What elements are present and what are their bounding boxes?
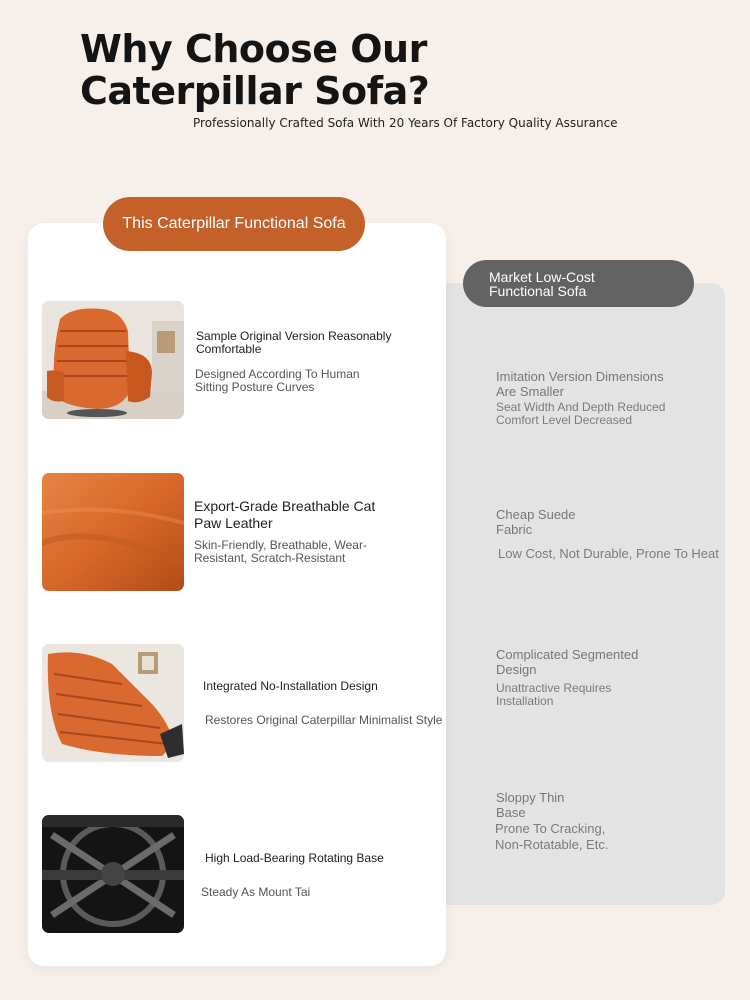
feature-desc: Steady As Mount Tai xyxy=(201,885,311,899)
reclining-sofa-photo xyxy=(42,644,184,762)
feature-title: Integrated No-Installation Design xyxy=(203,679,378,693)
market-badge-label: Market Low-Cost Functional Sofa xyxy=(489,269,595,299)
market-item-title: Cheap Suede Fabric xyxy=(496,507,576,537)
market-item-title: Sloppy Thin Base xyxy=(496,790,565,820)
market-item-desc: Unattractive Requires Installation xyxy=(496,681,612,708)
feature-desc: Restores Original Caterpillar Minimalist Style xyxy=(205,713,443,727)
our-product-badge: This Caterpillar Functional Sofa xyxy=(103,197,365,251)
market-item-title: Complicated Segmented Design xyxy=(496,647,639,677)
market-badge xyxy=(463,260,694,307)
feature-desc: Skin-Friendly, Breathable, Wear-Resistant, Scratch-Resistant xyxy=(194,538,367,565)
market-item-desc: Low Cost, Not Durable, Prone To Heat xyxy=(498,546,719,561)
feature-title: Sample Original Version Reasonably Comfortable xyxy=(196,329,392,356)
feature-title: High Load-Bearing Rotating Base xyxy=(205,851,384,865)
orange-sofa-chair-photo xyxy=(42,301,184,419)
market-item-desc: Seat Width And Depth Reduced Comfort Level Decreased xyxy=(496,400,666,427)
market-item-title: Imitation Version Dimensions Are Smaller xyxy=(496,369,664,399)
feature-desc: Designed According To Human Sitting Posture Curves xyxy=(195,367,360,394)
orange-leather-texture-photo xyxy=(42,473,184,591)
market-item-desc: Prone To Cracking, Non-Rotatable, Etc. xyxy=(495,821,609,852)
page-title: Why Choose Our Caterpillar Sofa? xyxy=(80,27,430,113)
feature-title: Export-Grade Breathable Cat Paw Leather xyxy=(194,498,376,531)
page-subtitle: Professionally Crafted Sofa With 20 Years Of Factory Quality Assurance xyxy=(193,116,618,130)
metal-rotating-base-photo xyxy=(42,815,184,933)
